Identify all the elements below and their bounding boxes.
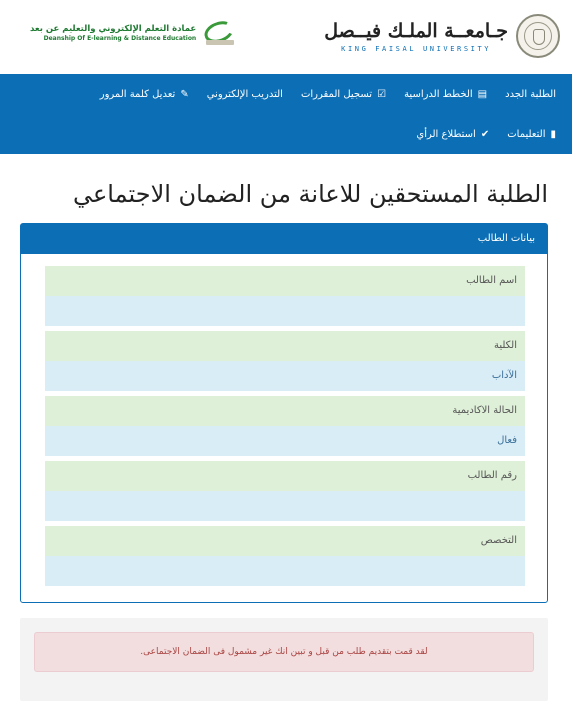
nav-item-label: تعديل كلمة المرور [99,88,176,100]
check-square-icon: ☑ [377,88,387,100]
nav-item-label: الطلبة الجدد [505,88,556,100]
error-alert: لقد قمت بتقديم طلب من قبل و تبين انك غير مشمول فى الضمان الاجتماعى. [34,632,534,672]
university-name-en: KING FAISAL UNIVERSITY [341,45,492,53]
checkmark-icon: ✔ [480,128,490,140]
field-label-student-name: اسم الطالب [45,266,525,296]
nav-item-instructions[interactable] [507,129,556,140]
nav-item-e-training[interactable] [207,89,283,100]
field-label-student-id: رقم الطالب [45,461,525,491]
field-value-academic-status: فعال [45,426,525,456]
nav-item-change-password[interactable] [100,89,189,100]
university-name-ar: جـامعــة الملـك فيــصل [324,20,508,42]
alert-container [20,618,548,701]
elearning-logo-icon [202,18,238,48]
site-header [0,0,572,74]
nav-item-label: تسجيل المقررات [300,88,373,100]
nav-item-label: الخطط الدراسية [404,88,473,100]
kfu-logo[interactable] [324,10,560,62]
deanship-name-ar: عمادة التعلم الإلكتروني والتعليم عن بعد [30,23,197,34]
nav-item-label: التدريب الإلكتروني [206,88,283,100]
deanship-name-en: Deanship Of E-learning & Distance Education [43,34,197,42]
field-label-college: الكلية [45,331,525,361]
book-icon: ▤ [477,88,488,100]
nav-item-course-registration[interactable] [301,89,386,100]
student-info-panel [20,223,548,603]
field-label-academic-status: الحالة الاكاديمية [45,396,525,426]
nav-item-survey[interactable] [416,129,489,140]
field-value-major [45,556,525,586]
pencil-icon: ✎ [180,88,189,100]
main-navbar [0,74,572,154]
nav-item-study-plans[interactable] [404,89,487,100]
panel-heading: بيانات الطالب [21,224,547,254]
nav-item-label: التعليمات [507,128,546,140]
field-value-college: الآداب [45,361,525,391]
comment-icon: ▮ [550,128,556,140]
navbar-row-2 [0,114,572,154]
field-value-student-id [45,491,525,521]
page-title: الطلبة المستحقين للاعانة من الضمان الاجتماعي [72,180,548,208]
deanship-logo[interactable] [30,18,238,48]
field-value-student-name [45,296,525,326]
university-seal-icon [516,14,560,58]
field-label-major: التخصص [45,526,525,556]
navbar-row-1 [0,74,572,114]
nav-item-new-students[interactable] [505,89,556,100]
nav-item-label: استطلاع الرأي [416,128,476,140]
